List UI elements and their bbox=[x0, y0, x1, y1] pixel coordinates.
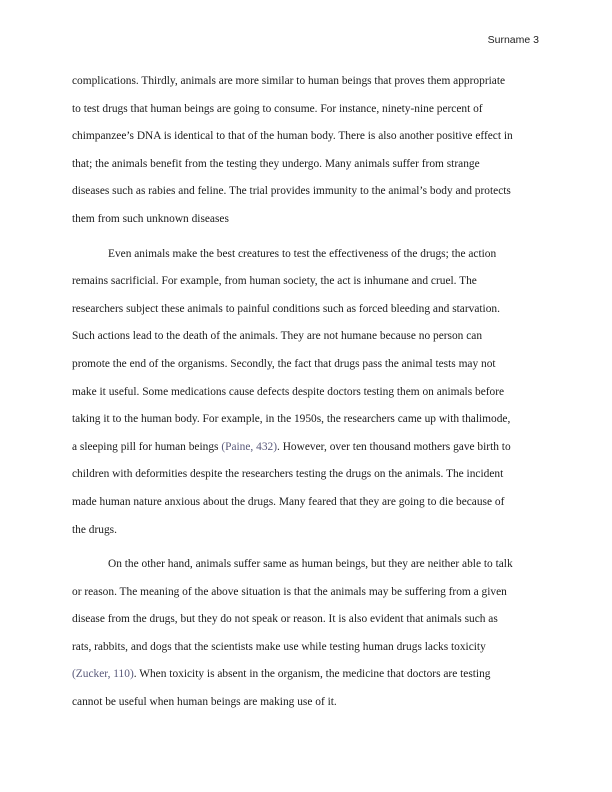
text-line-with-citation bbox=[72, 661, 541, 689]
text-line: promote the end of the organisms. Secondly, the fact that drugs pass the animal tests may not bbox=[72, 357, 496, 370]
text-fragment: . When toxicity is absent in the organism, the medicine that doctors are testing bbox=[133, 668, 491, 681]
paragraph-2 bbox=[72, 241, 541, 545]
text-line: to test drugs that human beings are going to consume. For instance, ninety-nine percent of bbox=[72, 102, 483, 115]
text-line: remains sacrificial. For example, from human society, the act is inhumane and cruel. The bbox=[72, 275, 477, 288]
body-text bbox=[72, 68, 541, 717]
text-line: cannot be useful when human beings are making use of it. bbox=[72, 696, 337, 709]
paragraph-3 bbox=[72, 551, 541, 717]
text-line: taking it to the human body. For example, in the 1950s, the researchers came up with thalimode, bbox=[72, 413, 511, 426]
text-line: disease from the drugs, but they do not speak or reason. It is also evident that animals such as bbox=[72, 613, 498, 626]
text-line-with-citation bbox=[72, 434, 541, 462]
text-line: rats, rabbits, and dogs that the scientists make use while testing human drugs lacks toxicity bbox=[72, 640, 486, 653]
text-line: Even animals make the best creatures to test the effectiveness of the drugs; the action bbox=[108, 247, 497, 260]
text-line: On the other hand, animals suffer same as human beings, but they are neither able to talk bbox=[108, 558, 513, 571]
text-line: that; the animals benefit from the testing they undergo. Many animals suffer from strange bbox=[72, 157, 480, 170]
citation-paine: (Paine, 432) bbox=[221, 440, 278, 453]
text-line: children with deformities despite the researchers testing the drugs on the animals. The incident bbox=[72, 468, 504, 481]
text-line: the drugs. bbox=[72, 523, 117, 536]
text-fragment: a sleeping pill for human beings bbox=[72, 440, 222, 453]
text-line: them from such unknown diseases bbox=[72, 212, 229, 225]
text-line: researchers subject these animals to painful conditions such as forced bleeding and starvation. bbox=[72, 302, 500, 315]
citation-zucker: (Zucker, 110) bbox=[72, 668, 134, 681]
text-line: chimpanzee’s DNA is identical to that of the human body. There is also another positive effect in bbox=[72, 130, 513, 143]
text-fragment: . However, over ten thousand mothers gave birth to bbox=[277, 440, 511, 453]
running-head: Surname 3 bbox=[487, 34, 539, 46]
text-line: made human nature anxious about the drugs. Many feared that they are going to die because of bbox=[72, 495, 505, 508]
text-line: make it useful. Some medications cause defects despite doctors testing them on animals before bbox=[72, 385, 505, 398]
text-line: or reason. The meaning of the above situation is that the animals may be suffering from a given bbox=[72, 585, 507, 598]
text-line: Such actions lead to the death of the animals. They are not humane because no person can bbox=[72, 330, 483, 343]
paragraph-1 bbox=[72, 68, 541, 234]
text-line: complications. Thirdly, animals are more similar to human beings that proves them appropriate bbox=[72, 75, 506, 87]
text-line: diseases such as rabies and feline. The trial provides immunity to the animal’s body and protects bbox=[72, 185, 511, 198]
